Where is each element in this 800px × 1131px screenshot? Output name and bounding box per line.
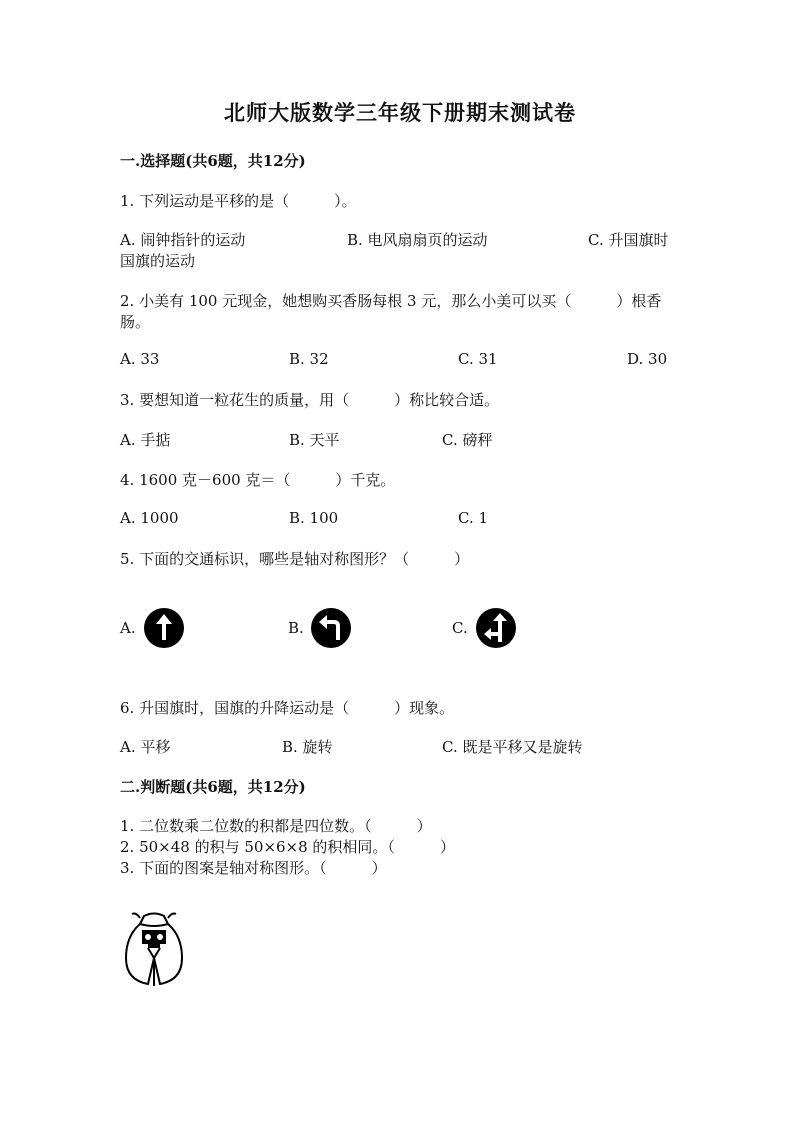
section-heading-judgement: 二.判断题(共6题，共12分) <box>120 778 306 796</box>
question-4-stem: 4. 1600 克－600 克＝（ ）千克。 <box>120 471 396 489</box>
question-5-option-b: B. <box>288 619 304 637</box>
question-5-stem: 5. 下面的交通标识，哪些是轴对称图形？（ ） <box>120 550 470 568</box>
question-3-option-c: C. 磅秤 <box>442 431 493 449</box>
question-4-option-c: C. 1 <box>458 509 489 527</box>
question-6-stem: 6. 升国旗时，国旗的升降运动是（ ）现象。 <box>120 699 455 717</box>
question-6-option-a: A. 平移 <box>120 738 171 756</box>
question-2-option-c: C. 31 <box>458 350 498 368</box>
question-6-option-b: B. 旋转 <box>282 738 333 756</box>
question-2-option-a: A. 33 <box>120 350 160 368</box>
question-5-option-a: A. <box>120 619 136 637</box>
section-heading-choice: 一.选择题(共6题，共12分) <box>120 152 306 170</box>
question-1-option-c: C. 升国旗时 <box>588 231 669 249</box>
question-1-option-a: A. 闹钟指针的运动 <box>120 231 246 249</box>
question-3-stem: 3. 要想知道一粒花生的质量，用（ ）称比较合适。 <box>120 391 500 409</box>
judgement-question-2: 2. 50×48 的积与 50×6×8 的积相同。（ ） <box>120 838 455 856</box>
question-2-option-b: B. 32 <box>289 350 329 368</box>
question-2-stem-line1: 2. 小美有 100 元现金，她想购买香肠每根 3 元，那么小美可以买（ ）根香 <box>120 292 662 310</box>
question-3-option-a: A. 手掂 <box>120 431 171 449</box>
cicada-outline-icon <box>118 908 190 990</box>
question-2-option-d: D. 30 <box>627 350 668 368</box>
page-title: 北师大版数学三年级下册期末测试卷 <box>224 100 576 125</box>
straight-or-left-sign-icon <box>476 608 516 648</box>
question-4-option-a: A. 1000 <box>120 509 179 527</box>
question-1-option-b: B. 电风扇扇页的运动 <box>347 231 488 249</box>
question-6-option-c: C. 既是平移又是旋转 <box>442 738 583 756</box>
question-2-stem-line2: 肠。 <box>120 313 151 331</box>
question-1-stem: 1. 下列运动是平移的是（ ）。 <box>120 192 357 210</box>
question-1-option-c-wrap: 国旗的运动 <box>120 252 196 270</box>
question-3-option-b: B. 天平 <box>289 431 340 449</box>
question-4-option-b: B. 100 <box>289 509 339 527</box>
judgement-question-3: 3. 下面的图案是轴对称图形。（ ） <box>120 859 387 877</box>
straight-arrow-sign-icon <box>144 608 184 648</box>
judgement-question-1: 1. 二位数乘二位数的积都是四位数。（ ） <box>120 817 432 835</box>
question-5-option-c: C. <box>452 619 468 637</box>
left-turn-arrow-sign-icon <box>311 608 351 648</box>
